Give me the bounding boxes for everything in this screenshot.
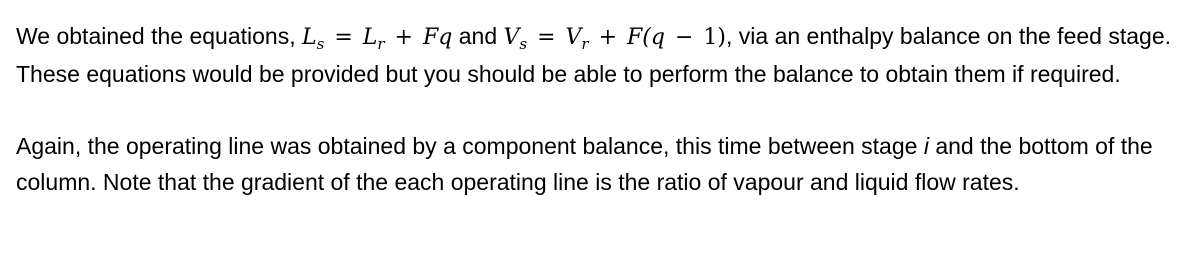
eq1-plus: + (394, 25, 413, 50)
eq2-minus: − (674, 25, 694, 50)
eq1-term1-sub: r (377, 35, 385, 53)
eq2-term2-prefix: F(q (627, 25, 665, 50)
eq2-term1-var: V (565, 25, 582, 50)
eq2-lhs-sub: s (519, 35, 528, 53)
eq1-term1-var: L (362, 25, 378, 50)
eq1-lhs-sub: s (316, 35, 325, 53)
equation-vapour-flow (503, 25, 727, 53)
eq2-term1-sub: r (581, 35, 589, 53)
document-page (16, 18, 1186, 200)
p2-text-before-i: Again, the operating line was obtained by a component balance, this time between stage (16, 133, 918, 159)
eq2-plus: + (598, 25, 618, 50)
eq2-equals: = (537, 25, 556, 50)
paragraph-equations (16, 18, 1186, 92)
eq1-equals: = (334, 25, 353, 50)
eq1-term2: Fq (422, 25, 453, 50)
p1-text-before-eq1: We obtained the equations, (16, 23, 296, 49)
p1-text-between: and (458, 23, 498, 49)
p2-italic-i: i (923, 133, 929, 159)
paragraph-operating-line (16, 128, 1186, 200)
p2-text-after-i: and the bottom of the column. Note that the gradient of the each operating line is the ratio of vapour and liquid flow rates. (16, 133, 1153, 195)
eq2-lhs-var: V (503, 25, 520, 50)
p1-text-after-eq2: , via an enthalpy balance on the feed stage. These equations would be provided but you should be able to perform the balance to obtain them if required. (16, 23, 1171, 87)
eq2-term2-suffix: 1) (703, 25, 726, 50)
eq1-lhs-var: L (302, 25, 317, 50)
equation-liquid-flow (302, 25, 453, 53)
